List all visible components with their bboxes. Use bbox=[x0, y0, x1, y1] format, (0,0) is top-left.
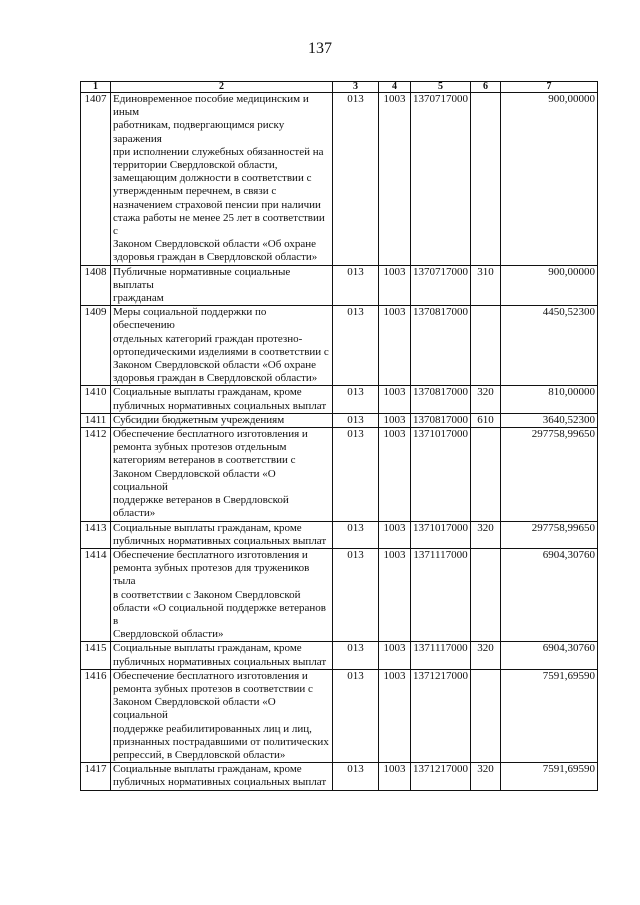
ministry-code: 013 bbox=[333, 548, 379, 641]
section-code: 1003 bbox=[379, 763, 411, 790]
description-line: территории Свердловской области, bbox=[113, 159, 278, 172]
amount: 4450,52300 bbox=[501, 306, 598, 386]
expense-type-code bbox=[471, 669, 501, 762]
row-number: 1410 bbox=[81, 386, 111, 413]
description-line: ремонта зубных протезов отдельным bbox=[113, 441, 287, 454]
section-code: 1003 bbox=[379, 521, 411, 548]
description-line: Обеспечение бесплатного изготовления и bbox=[113, 669, 308, 682]
ministry-code: 013 bbox=[333, 428, 379, 521]
description-line: признанных пострадавшими от политических bbox=[113, 735, 329, 748]
row-description bbox=[111, 428, 333, 521]
section-code: 1003 bbox=[379, 306, 411, 386]
ministry-code: 013 bbox=[333, 763, 379, 790]
ministry-code: 013 bbox=[333, 521, 379, 548]
amount: 297758,99650 bbox=[501, 521, 598, 548]
amount: 7591,69590 bbox=[501, 763, 598, 790]
row-number: 1415 bbox=[81, 642, 111, 669]
description-line: категориям ветеранов в соответствии с bbox=[113, 454, 296, 467]
ministry-code: 013 bbox=[333, 642, 379, 669]
description-line: Свердловской области» bbox=[113, 628, 224, 641]
table-row bbox=[81, 548, 598, 641]
row-number: 1407 bbox=[81, 93, 111, 266]
expense-type-code: 320 bbox=[471, 763, 501, 790]
description-line: Социальные выплаты гражданам, кроме bbox=[113, 642, 302, 655]
description-line: здоровья граждан в Свердловской области» bbox=[113, 251, 318, 264]
row-description bbox=[111, 521, 333, 548]
column-header: 7 bbox=[501, 82, 598, 93]
target-article-code: 1371217000 bbox=[411, 669, 471, 762]
expense-type-code: 320 bbox=[471, 386, 501, 413]
row-description bbox=[111, 93, 333, 266]
column-header: 1 bbox=[81, 82, 111, 93]
description-line: Социальные выплаты гражданам, кроме bbox=[113, 763, 302, 776]
header-row bbox=[81, 82, 598, 93]
table-row bbox=[81, 413, 598, 427]
table-body bbox=[81, 93, 598, 791]
description-line: работникам, подвергающимся риску заражения bbox=[113, 119, 285, 145]
expense-type-code bbox=[471, 428, 501, 521]
description-line: Социальные выплаты гражданам, кроме bbox=[113, 386, 302, 399]
expense-type-code bbox=[471, 93, 501, 266]
row-description bbox=[111, 669, 333, 762]
description-line: поддержке реабилитированных лиц и лиц, bbox=[113, 722, 312, 735]
description-line: Меры социальной поддержки по обеспечению bbox=[113, 306, 267, 332]
table-row bbox=[81, 428, 598, 521]
section-code: 1003 bbox=[379, 386, 411, 413]
section-code: 1003 bbox=[379, 265, 411, 306]
ministry-code: 013 bbox=[333, 265, 379, 306]
target-article-code: 1370717000 bbox=[411, 265, 471, 306]
description-line: отдельных категорий граждан протезно- bbox=[113, 332, 303, 345]
amount: 6904,30760 bbox=[501, 642, 598, 669]
amount: 900,00000 bbox=[501, 93, 598, 266]
section-code: 1003 bbox=[379, 428, 411, 521]
amount: 6904,30760 bbox=[501, 548, 598, 641]
column-header: 5 bbox=[411, 82, 471, 93]
description-line: Социальные выплаты гражданам, кроме bbox=[113, 521, 302, 534]
description-line: публичных нормативных социальных выплат bbox=[113, 655, 327, 668]
row-description bbox=[111, 642, 333, 669]
amount: 900,00000 bbox=[501, 265, 598, 306]
page-number: 137 bbox=[308, 40, 332, 57]
expense-type-code: 310 bbox=[471, 265, 501, 306]
target-article-code: 1371017000 bbox=[411, 521, 471, 548]
description-line: ремонта зубных протезов для тружеников тыла bbox=[113, 562, 310, 588]
row-number: 1413 bbox=[81, 521, 111, 548]
table-row bbox=[81, 763, 598, 790]
expense-type-code bbox=[471, 548, 501, 641]
section-code: 1003 bbox=[379, 548, 411, 641]
budget-table bbox=[80, 81, 598, 791]
description-line: при исполнении служебных обязанностей на bbox=[113, 145, 324, 158]
amount: 3640,52300 bbox=[501, 413, 598, 427]
row-description bbox=[111, 386, 333, 413]
description-line: публичных нормативных социальных выплат bbox=[113, 776, 327, 789]
target-article-code: 1371217000 bbox=[411, 763, 471, 790]
table-row bbox=[81, 669, 598, 762]
column-header: 3 bbox=[333, 82, 379, 93]
description-line: поддержке ветеранов в Свердловской области» bbox=[113, 494, 289, 520]
row-number: 1414 bbox=[81, 548, 111, 641]
row-description bbox=[111, 548, 333, 641]
column-header: 6 bbox=[471, 82, 501, 93]
expense-type-code bbox=[471, 306, 501, 386]
amount: 810,00000 bbox=[501, 386, 598, 413]
description-line: Субсидии бюджетным учреждениям bbox=[113, 413, 285, 426]
description-line: Законом Свердловской области «Об охране bbox=[113, 238, 316, 251]
table-row bbox=[81, 306, 598, 386]
target-article-code: 1370717000 bbox=[411, 93, 471, 266]
table-row bbox=[81, 265, 598, 306]
target-article-code: 1371117000 bbox=[411, 548, 471, 641]
description-line: гражданам bbox=[113, 292, 164, 305]
description-line: стажа работы не менее 25 лет в соответствии с bbox=[113, 211, 325, 238]
row-number: 1411 bbox=[81, 413, 111, 427]
section-code: 1003 bbox=[379, 413, 411, 427]
section-code: 1003 bbox=[379, 93, 411, 266]
description-line: Законом Свердловской области «О социальной bbox=[113, 696, 276, 722]
description-line: области «О социальной поддержке ветеранов в bbox=[113, 601, 326, 627]
row-number: 1412 bbox=[81, 428, 111, 521]
table-row bbox=[81, 386, 598, 413]
target-article-code: 1371117000 bbox=[411, 642, 471, 669]
description-line: ортопедическими изделиями в соответствии с bbox=[113, 345, 329, 358]
row-description bbox=[111, 306, 333, 386]
description-line: публичных нормативных социальных выплат bbox=[113, 399, 327, 412]
description-line: публичных нормативных социальных выплат bbox=[113, 534, 327, 547]
column-header: 4 bbox=[379, 82, 411, 93]
description-line: в соответствии с Законом Свердловской bbox=[113, 588, 301, 601]
row-number: 1417 bbox=[81, 763, 111, 790]
column-header: 2 bbox=[111, 82, 333, 93]
description-line: Законом Свердловской области «Об охране bbox=[113, 359, 316, 372]
description-line: здоровья граждан в Свердловской области» bbox=[113, 372, 318, 385]
description-line: Законом Свердловской области «О социальной bbox=[113, 467, 276, 493]
table-row bbox=[81, 93, 598, 266]
ministry-code: 013 bbox=[333, 306, 379, 386]
target-article-code: 1371017000 bbox=[411, 428, 471, 521]
row-number: 1408 bbox=[81, 265, 111, 306]
description-line: замещающим должности в соответствии с bbox=[113, 172, 312, 185]
expense-type-code: 320 bbox=[471, 521, 501, 548]
section-code: 1003 bbox=[379, 642, 411, 669]
description-line: назначением страховой пенсии при наличии bbox=[113, 198, 321, 211]
description-line: ремонта зубных протезов в соответствии с bbox=[113, 682, 313, 695]
description-line: репрессий, в Свердловской области» bbox=[113, 748, 286, 761]
description-line: Обеспечение бесплатного изготовления и bbox=[113, 428, 308, 441]
row-description bbox=[111, 763, 333, 790]
description-line: Публичные нормативные социальные выплаты bbox=[113, 265, 291, 291]
row-description bbox=[111, 265, 333, 306]
target-article-code: 1370817000 bbox=[411, 413, 471, 427]
amount: 7591,69590 bbox=[501, 669, 598, 762]
row-number: 1416 bbox=[81, 669, 111, 762]
target-article-code: 1370817000 bbox=[411, 306, 471, 386]
table-row bbox=[81, 521, 598, 548]
amount: 297758,99650 bbox=[501, 428, 598, 521]
description-line: Единовременное пособие медицинским и иным bbox=[113, 93, 309, 119]
expense-type-code: 320 bbox=[471, 642, 501, 669]
table-row bbox=[81, 642, 598, 669]
target-article-code: 1370817000 bbox=[411, 386, 471, 413]
row-description bbox=[111, 413, 333, 427]
description-line: Обеспечение бесплатного изготовления и bbox=[113, 548, 308, 561]
section-code: 1003 bbox=[379, 669, 411, 762]
ministry-code: 013 bbox=[333, 386, 379, 413]
expense-type-code: 610 bbox=[471, 413, 501, 427]
ministry-code: 013 bbox=[333, 93, 379, 266]
ministry-code: 013 bbox=[333, 413, 379, 427]
description-line: утвержденным перечнем, в связи с bbox=[113, 185, 277, 198]
ministry-code: 013 bbox=[333, 669, 379, 762]
row-number: 1409 bbox=[81, 306, 111, 386]
